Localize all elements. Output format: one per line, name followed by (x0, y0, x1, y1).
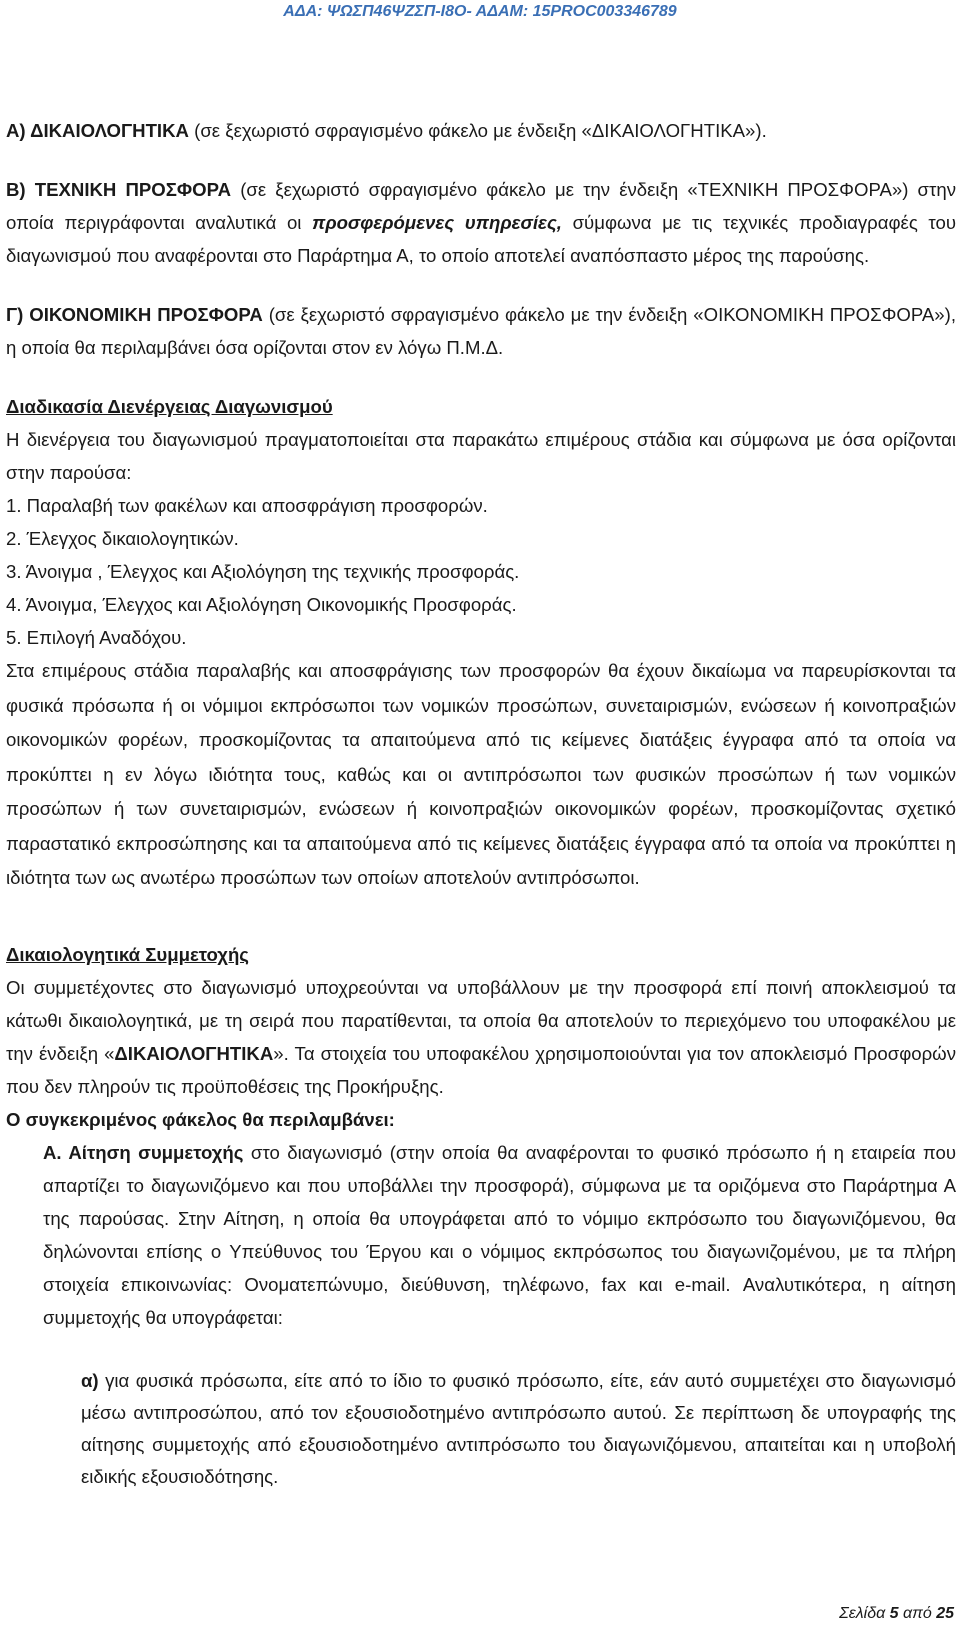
footer-total: 25 (936, 1605, 954, 1622)
procedure-step: 1. Παραλαβή των φακέλων και αποσφράγιση προσφορών. (6, 495, 488, 516)
section-c-text: (σε ξεχωριστό σφραγισμένο φάκελο με την ένδειξη «ΟΙΚΟΝΟΜΙΚΗ ΠΡΟΣΦΟΡΑ»), η οποία θα περιλαμβάνει όσα ορίζονται στον εν λόγω Π.Μ.Δ. (6, 304, 956, 358)
procedure-step: 4. Άνοιγμα, Έλεγχος και Αξιολόγηση Οικονομικής Προσφοράς. (6, 594, 517, 615)
procedure-paragraph: Στα επιμέρους στάδια παραλαβής και αποσφράγισης των προσφορών θα έχουν δικαίωμα να παρευρίσκονται τα φυσικά πρόσωπα ή οι νόμιμοι εκπρόσωποι των νομικών προσώπων, συνεταιρισμών, ενώσεων ή κοινοπραξιών οικονομικών φορέων, προσκομίζοντας τα απαιτούμενα από τις κείμενες διατάξεις έγγραφα από τα οποία να προκύπτει η εν λόγω ιδιότητα τους, καθώς και οι αντιπρόσωποι των φυσικών προσώπων ή των νομικών προσώπων ή των συνεταιρισμών, ενώσεων ή κοινοπραξιών οικονομικών φορέων, προσκομίζοντας σχετικό παραστατικό εκπροσώπησης και τα απαιτούμενα από τις κείμενες διατάξεις έγγραφα από τα οποία να προκύπτει η ιδιότητα των ως ανωτέρω προσώπων των οποίων αποτελούν αντιπρόσωποι. (6, 660, 956, 888)
contents-heading: Ο συγκεκριμένος φάκελος θα περιλαμβάνει: (6, 1108, 395, 1130)
participation-text-2: ». Τα στοιχεία του υποφακέλου χρησιμοποιούνται για τον αποκλεισμό Προσφορών που δεν πληρούν τις προϋποθέσεις της Προκήρυξης. (6, 1042, 956, 1097)
participation-emphasis: ΔΙΚΑΙΟΛΟΓΗΤΙΚΑ (114, 1042, 274, 1064)
procedure-intro: Η διενέργεια του διαγωνισμού πραγματοποιείται στα παρακάτω επιμέρους στάδια και σύμφωνα με όσα ορίζονται στην παρούσα: (6, 429, 956, 483)
sub-item-a-text: για φυσικά πρόσωπα, είτε από το ίδιο το φυσικό πρόσωπο, είτε, εάν αυτό συμμετέχει στο διαγωνισμό μέσω αντιπροσώπου, από τον εξουσιοδοτημένο αντιπρόσωπο αυτού. Σε περίπτωση δε υπογραφής της αίτησης συμμετοχής από εξουσιοδοτημένο αντιπρόσωπο του διαγωνιζόμενου, απαιτείται και η υποβολή ειδικής εξουσιοδότησης. (81, 1369, 956, 1487)
section-b-text-1: (σε ξεχωριστό σφραγισμένο φάκελο με την ένδειξη «ΤΕΧΝΙΚΗ ΠΡΟΣΦΟΡΑ») στην οποία περιγράφονται αναλυτικά οι (6, 179, 956, 233)
section-a-paragraph (6, 114, 956, 147)
section-a-title: Α) ΔΙΚΑΙΟΛΟΓΗΤΙΚΑ (6, 120, 189, 141)
procedure-step: 5. Επιλογή Αναδόχου. (6, 627, 187, 648)
section-b-text-2: σύμφωνα με τις τεχνικές προδιαγραφές του διαγωνισμού που αναφέρονται στο Παράρτημα Α, το οποίο αποτελεί αναπόσπαστο μέρος της παρούσης. (6, 212, 957, 266)
section-b-paragraph (6, 173, 956, 272)
sub-item-a-label: α) (81, 1369, 99, 1391)
document-body (6, 114, 956, 1493)
procedure-step: 2. Έλεγχος δικαιολογητικών. (6, 528, 239, 549)
item-a-text: στο διαγωνισμό (στην οποία θα αναφέρονται το φυσικό πρόσωπο ή η εταιρεία που απαρτίζει το διαγωνιζόμενο και που υποβάλλει την προσφορά), σύμφωνα με τα οριζόμενα στο Παράρτημα Α της παρούσας. Στην Αίτηση, η οποία θα υπογράφεται από το νόμιμο εκπρόσωπο του διαγωνιζόμενου, θα δηλώνονται επίσης ο Υπεύθυνος του Έργου και ο νόμιμος εκπρόσωπος του διαγωνιζομένου, με τα πλήρη στοιχεία επικοινωνίας: Ονοματεπώνυμο, διεύθυνση, τηλέφωνο, fax και e-mail. Αναλυτικότερα, η αίτηση συμμετοχής θα υπογράφεται: (43, 1141, 956, 1328)
procedure-step: 3. Άνοιγμα , Έλεγχος και Αξιολόγηση της τεχνικής προσφοράς. (6, 561, 520, 582)
section-b-emphasis: προσφερόμενες υπηρεσίες, (312, 212, 562, 233)
footer-prefix: Σελίδα (839, 1605, 890, 1622)
footer-page: 5 (889, 1605, 899, 1622)
participation-heading: Δικαιολογητικά Συμμετοχής (6, 943, 249, 965)
section-b-title: Β) ΤΕΧΝΙΚΗ ΠΡΟΣΦΟΡΑ (6, 179, 232, 200)
participation-paragraph (6, 971, 956, 1103)
item-a-paragraph (43, 1136, 956, 1334)
section-c-title: Γ) ΟΙΚΟΝΟΜΙΚΗ ΠΡΟΣΦΟΡΑ (6, 304, 263, 325)
footer-middle: από (898, 1605, 937, 1622)
procedure-heading: Διαδικασία Διενέργειας Διαγωνισμού (6, 396, 333, 417)
section-c-paragraph (6, 298, 956, 364)
sub-item-a-paragraph (81, 1365, 956, 1493)
document-header-ada: ΑΔΑ: ΨΩΣΠ46ΨΖΣΠ-Ι8Ο- ΑΔΑΜ: 15PROC003346789 (283, 3, 677, 20)
item-a-title: Α. Αίτηση συμμετοχής (43, 1141, 244, 1163)
section-a-text: (σε ξεχωριστό σφραγισμένο φάκελο με ένδειξη «ΔΙΚΑΙΟΛΟΓΗΤΙΚΑ»). (188, 120, 767, 141)
page-number-footer (839, 1605, 954, 1623)
participation-text-1: Οι συμμετέχοντες στο διαγωνισμό υποχρεούνται να υποβάλλουν με την προσφορά επί ποινή αποκλεισμού τα κάτωθι δικαιολογητικά, με τη σειρά που παρατίθενται, τα οποία θα αποτελούν το περιεχόμενο του υποφακέλου με την ένδειξη « (6, 976, 956, 1064)
